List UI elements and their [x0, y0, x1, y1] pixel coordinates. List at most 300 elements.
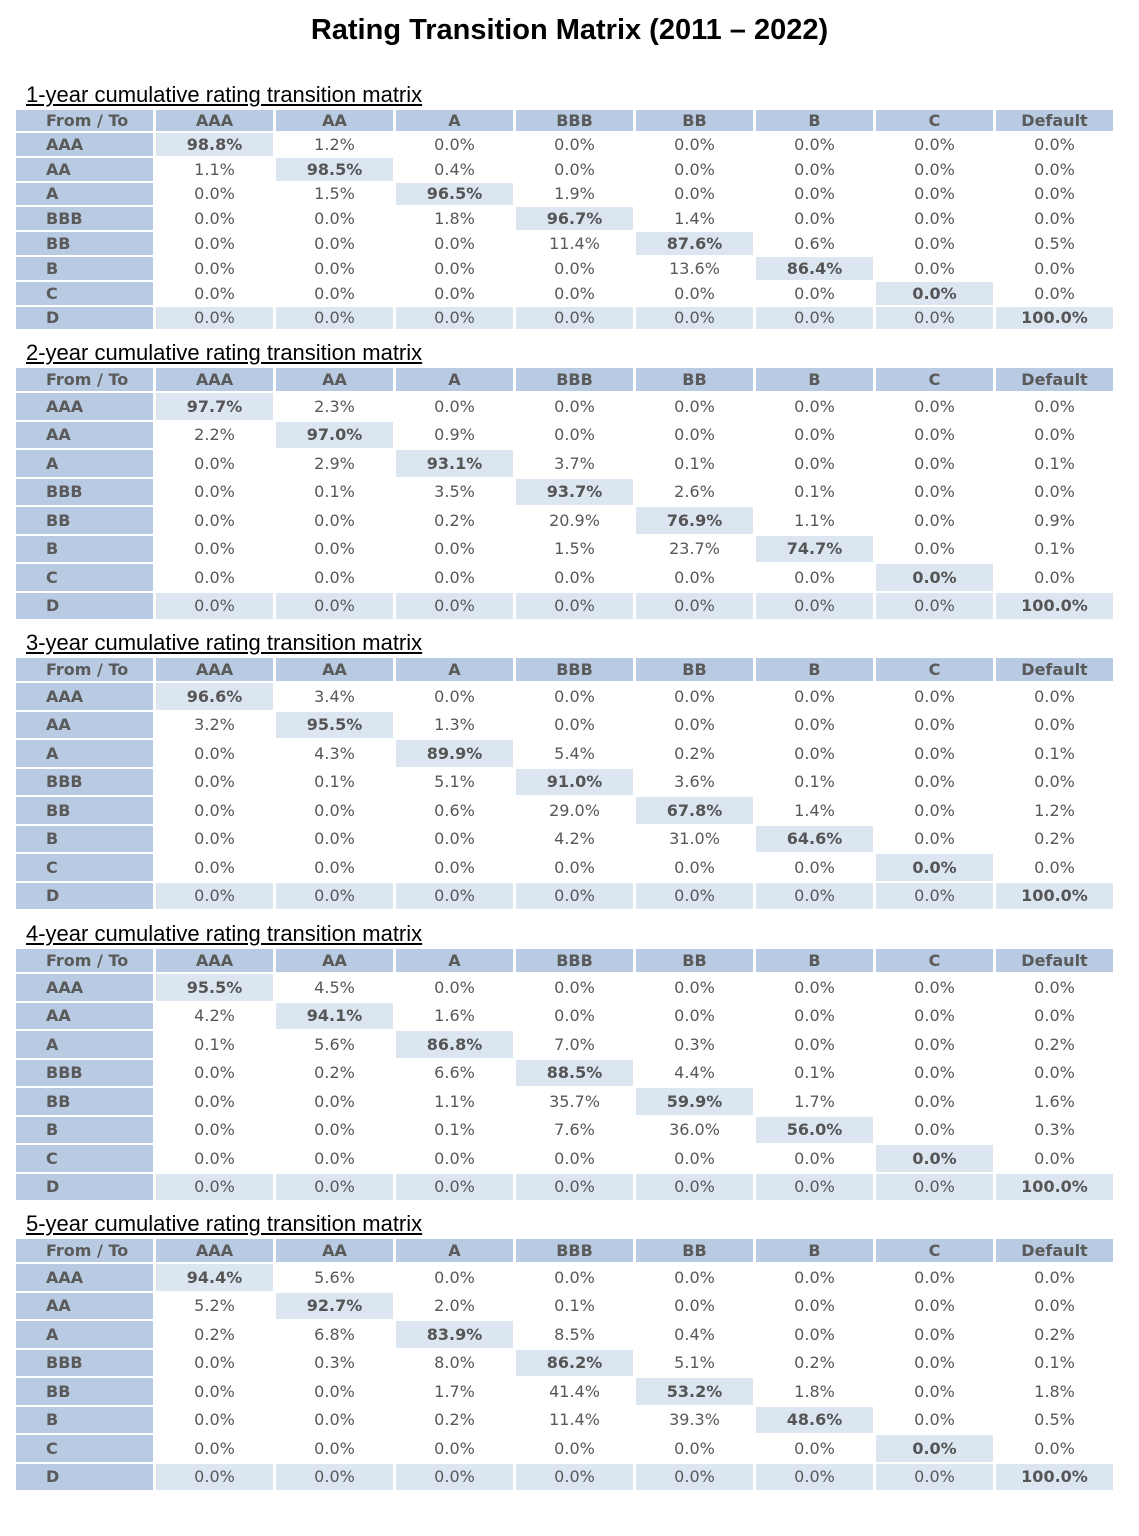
table-cell: 0.0%: [194, 482, 235, 502]
row-header: C: [16, 564, 153, 591]
table-cell: 93.1%: [396, 450, 513, 477]
table-cell: 0.0%: [756, 593, 873, 620]
column-header: A: [396, 368, 513, 391]
matrix-section: [16, 340, 1118, 621]
table-cell: 0.0%: [554, 134, 595, 154]
table-cell: 0.0%: [276, 307, 393, 330]
table-cell: 0.1%: [434, 1120, 475, 1140]
table-cell: 0.0%: [396, 1464, 513, 1491]
table-cell: 0.0%: [794, 567, 835, 587]
table-cell: 3.4%: [314, 686, 355, 706]
row-header: B: [16, 257, 153, 280]
table-cell: 0.0%: [914, 510, 955, 530]
table-cell: 0.1%: [794, 482, 835, 502]
table-cell: 0.0%: [876, 593, 993, 620]
table-cell: 5.6%: [314, 1267, 355, 1287]
table-cell: 0.0%: [914, 184, 955, 204]
table-cell: 0.0%: [554, 159, 595, 179]
table-cell: 0.0%: [636, 1174, 753, 1201]
table-cell: 56.0%: [756, 1117, 873, 1144]
column-header: C: [876, 949, 993, 972]
header-corner: From / To: [16, 110, 153, 131]
column-header: B: [756, 368, 873, 391]
table-cell: 0.0%: [674, 425, 715, 445]
table-cell: 4.5%: [314, 977, 355, 997]
table-cell: 0.0%: [794, 134, 835, 154]
table-cell: 0.4%: [674, 1324, 715, 1344]
table-cell: 0.0%: [636, 1464, 753, 1491]
table-cell: 0.0%: [554, 715, 595, 735]
table-cell: 0.0%: [674, 159, 715, 179]
table-cell: 0.0%: [1034, 184, 1075, 204]
table-row: [16, 826, 1113, 853]
column-header: AAA: [156, 949, 273, 972]
table-cell: 0.2%: [1034, 1324, 1075, 1344]
table-row: [16, 422, 1113, 449]
table-cell: 4.4%: [674, 1063, 715, 1083]
table-cell: 98.5%: [276, 158, 393, 181]
table-cell: 96.7%: [516, 207, 633, 230]
table-cell: 0.0%: [914, 772, 955, 792]
table-cell: 0.0%: [314, 234, 355, 254]
row-header: AA: [16, 158, 153, 181]
table-row: [16, 1407, 1113, 1434]
table-cell: 0.0%: [434, 1267, 475, 1287]
row-header: BB: [16, 507, 153, 534]
matrix-title: 2-year cumulative rating transition matrix: [26, 340, 423, 365]
table-cell: 87.6%: [636, 232, 753, 255]
table-cell: 0.0%: [396, 593, 513, 620]
table-cell: 0.0%: [914, 743, 955, 763]
row-header: C: [16, 1145, 153, 1172]
table-cell: 0.0%: [314, 1381, 355, 1401]
row-header: AAA: [16, 683, 153, 710]
table-cell: 96.6%: [156, 683, 273, 710]
table-cell: 0.0%: [194, 829, 235, 849]
table-cell: 5.4%: [554, 743, 595, 763]
row-header: A: [16, 740, 153, 767]
row-header: C: [16, 282, 153, 305]
table-cell: 0.0%: [794, 686, 835, 706]
table-cell: 5.6%: [314, 1034, 355, 1054]
table-cell: 2.0%: [434, 1296, 475, 1316]
column-header: AAA: [156, 368, 273, 391]
table-cell: 0.0%: [194, 283, 235, 303]
table-cell: 100.0%: [996, 307, 1113, 330]
row-header: A: [16, 183, 153, 206]
column-header: BB: [636, 1239, 753, 1262]
table-cell: 0.1%: [1034, 453, 1075, 473]
table-row: [16, 769, 1113, 796]
table-cell: 0.0%: [674, 857, 715, 877]
table-cell: 0.0%: [636, 883, 753, 910]
matrix-title: 5-year cumulative rating transition matrix: [26, 1211, 423, 1236]
table-cell: 0.0%: [554, 1006, 595, 1026]
table-cell: 0.0%: [914, 159, 955, 179]
column-header: B: [756, 949, 873, 972]
table-cell: 0.0%: [674, 184, 715, 204]
table-cell: 0.0%: [1034, 977, 1075, 997]
column-header: Default: [996, 658, 1113, 681]
column-header: BB: [636, 368, 753, 391]
row-header: D: [16, 1174, 153, 1201]
table-cell: 76.9%: [636, 507, 753, 534]
table-cell: 0.0%: [876, 854, 993, 881]
table-row: [16, 1117, 1113, 1144]
table-cell: 0.0%: [914, 134, 955, 154]
table-cell: 0.0%: [434, 283, 475, 303]
table-cell: 0.0%: [1034, 209, 1075, 229]
table-cell: 96.5%: [396, 183, 513, 206]
table-row: [16, 1060, 1113, 1087]
row-header: B: [16, 536, 153, 563]
row-header: BBB: [16, 207, 153, 230]
table-cell: 1.9%: [554, 184, 595, 204]
table-cell: 0.0%: [396, 1174, 513, 1201]
table-cell: 0.0%: [914, 539, 955, 559]
table-cell: 0.0%: [914, 1381, 955, 1401]
table-cell: 0.0%: [1034, 396, 1075, 416]
row-header: BBB: [16, 1350, 153, 1377]
column-header: Default: [996, 368, 1113, 391]
table-cell: 6.6%: [434, 1063, 475, 1083]
row-header: D: [16, 593, 153, 620]
column-header: A: [396, 949, 513, 972]
table-cell: 0.0%: [396, 883, 513, 910]
table-cell: 0.0%: [194, 1148, 235, 1168]
table-cell: 2.2%: [194, 425, 235, 445]
table-cell: 0.0%: [554, 857, 595, 877]
table-cell: 0.3%: [1034, 1120, 1075, 1140]
table-cell: 0.0%: [156, 1464, 273, 1491]
row-header: BB: [16, 1088, 153, 1115]
table-cell: 0.1%: [674, 453, 715, 473]
table-cell: 0.0%: [554, 1148, 595, 1168]
row-header: BBB: [16, 1060, 153, 1087]
table-row: [16, 883, 1113, 910]
table-cell: 0.0%: [434, 396, 475, 416]
table-cell: 0.0%: [914, 1063, 955, 1083]
table-cell: 0.0%: [914, 209, 955, 229]
table-cell: 0.0%: [314, 283, 355, 303]
table-cell: 1.7%: [434, 1381, 475, 1401]
table-cell: 0.0%: [1034, 857, 1075, 877]
table-cell: 1.1%: [434, 1091, 475, 1111]
table-cell: 0.0%: [1034, 1267, 1075, 1287]
table-cell: 0.0%: [1034, 482, 1075, 502]
table-cell: 7.6%: [554, 1120, 595, 1140]
table-cell: 0.0%: [794, 159, 835, 179]
table-cell: 3.6%: [674, 772, 715, 792]
column-header: BBB: [516, 110, 633, 131]
table-cell: 0.0%: [194, 234, 235, 254]
row-header: AA: [16, 1003, 153, 1030]
table-cell: 0.0%: [794, 425, 835, 445]
column-header: C: [876, 110, 993, 131]
table-cell: 0.0%: [876, 282, 993, 305]
table-row: [16, 974, 1113, 1001]
table-cell: 0.0%: [194, 567, 235, 587]
table-cell: 86.8%: [396, 1031, 513, 1058]
row-header: BB: [16, 1378, 153, 1405]
table-cell: 0.2%: [434, 510, 475, 530]
table-cell: 0.0%: [756, 883, 873, 910]
column-header: AAA: [156, 1239, 273, 1262]
table-cell: 0.0%: [276, 593, 393, 620]
table-cell: 59.9%: [636, 1088, 753, 1115]
table-cell: 1.2%: [314, 134, 355, 154]
table-cell: 0.0%: [794, 209, 835, 229]
table-cell: 100.0%: [996, 1464, 1113, 1491]
table-cell: 0.0%: [794, 1034, 835, 1054]
table-cell: 0.0%: [914, 482, 955, 502]
table-cell: 0.0%: [194, 209, 235, 229]
table-cell: 1.4%: [794, 800, 835, 820]
column-header: B: [756, 110, 873, 131]
table-cell: 39.3%: [669, 1410, 720, 1430]
table-cell: 0.0%: [914, 1120, 955, 1140]
table-cell: 0.0%: [194, 539, 235, 559]
table-cell: 0.0%: [434, 977, 475, 997]
table-cell: 0.0%: [554, 258, 595, 278]
table-cell: 0.0%: [1034, 159, 1075, 179]
column-header: AAA: [156, 110, 273, 131]
table-cell: 0.0%: [434, 134, 475, 154]
column-header: AA: [276, 658, 393, 681]
table-cell: 0.0%: [794, 184, 835, 204]
table-cell: 0.0%: [194, 510, 235, 530]
header-corner: From / To: [16, 949, 153, 972]
table-cell: 0.0%: [434, 857, 475, 877]
table-row: [16, 307, 1113, 330]
table-cell: 0.0%: [914, 977, 955, 997]
table-row: [16, 257, 1113, 280]
table-cell: 8.0%: [434, 1353, 475, 1373]
table-cell: 91.0%: [516, 769, 633, 796]
table-cell: 0.0%: [194, 857, 235, 877]
table-row: [16, 1321, 1113, 1348]
table-cell: 0.0%: [194, 1120, 235, 1140]
table-row: [16, 536, 1113, 563]
table-row: [16, 183, 1113, 206]
table-cell: 0.0%: [554, 396, 595, 416]
table-cell: 0.0%: [276, 1174, 393, 1201]
table-row: [16, 564, 1113, 591]
table-cell: 0.0%: [434, 258, 475, 278]
column-header: A: [396, 658, 513, 681]
table-cell: 0.0%: [314, 510, 355, 530]
column-header: B: [756, 1239, 873, 1262]
row-header: AA: [16, 712, 153, 739]
row-header: AAA: [16, 133, 153, 156]
table-cell: 0.0%: [794, 977, 835, 997]
table-row: [16, 232, 1113, 255]
table-cell: 0.0%: [194, 1063, 235, 1083]
table-cell: 0.0%: [794, 857, 835, 877]
transition-table: [13, 366, 1116, 621]
table-cell: 98.8%: [156, 133, 273, 156]
table-cell: 1.8%: [1034, 1381, 1075, 1401]
table-cell: 74.7%: [756, 536, 873, 563]
table-cell: 0.0%: [914, 1353, 955, 1373]
table-cell: 100.0%: [996, 1174, 1113, 1201]
row-header: AAA: [16, 393, 153, 420]
table-cell: 0.0%: [1034, 1006, 1075, 1026]
table-cell: 0.1%: [314, 482, 355, 502]
table-cell: 0.1%: [1034, 743, 1075, 763]
table-cell: 0.0%: [516, 593, 633, 620]
table-cell: 0.1%: [794, 772, 835, 792]
table-row: [16, 797, 1113, 824]
table-cell: 5.1%: [434, 772, 475, 792]
table-cell: 0.0%: [314, 1410, 355, 1430]
table-cell: 0.0%: [194, 1438, 235, 1458]
table-row: [16, 282, 1113, 305]
table-cell: 0.0%: [194, 743, 235, 763]
table-cell: 94.1%: [276, 1003, 393, 1030]
table-cell: 6.8%: [314, 1324, 355, 1344]
column-header: AA: [276, 368, 393, 391]
table-cell: 0.6%: [794, 234, 835, 254]
table-cell: 0.0%: [434, 1148, 475, 1168]
table-cell: 0.0%: [794, 1006, 835, 1026]
table-cell: 0.0%: [156, 1174, 273, 1201]
table-cell: 3.7%: [554, 453, 595, 473]
row-header: A: [16, 1321, 153, 1348]
table-cell: 0.0%: [1034, 1148, 1075, 1168]
table-cell: 0.9%: [1034, 510, 1075, 530]
table-row: [16, 1464, 1113, 1491]
table-cell: 0.0%: [636, 307, 753, 330]
table-cell: 0.0%: [756, 1174, 873, 1201]
table-cell: 0.0%: [1034, 1296, 1075, 1316]
table-cell: 1.3%: [434, 715, 475, 735]
table-cell: 13.6%: [669, 258, 720, 278]
table-cell: 0.0%: [194, 1410, 235, 1430]
table-cell: 0.5%: [1034, 1410, 1075, 1430]
table-cell: 0.4%: [434, 159, 475, 179]
table-cell: 95.5%: [156, 974, 273, 1001]
row-header: BBB: [16, 479, 153, 506]
table-cell: 0.0%: [794, 1148, 835, 1168]
table-cell: 0.3%: [674, 1034, 715, 1054]
table-cell: 0.2%: [1034, 829, 1075, 849]
table-cell: 3.5%: [434, 482, 475, 502]
table-cell: 0.0%: [1034, 772, 1075, 792]
table-cell: 0.0%: [674, 1148, 715, 1168]
table-cell: 0.0%: [156, 307, 273, 330]
table-cell: 0.0%: [914, 453, 955, 473]
table-cell: 89.9%: [396, 740, 513, 767]
table-cell: 0.1%: [554, 1296, 595, 1316]
table-cell: 0.0%: [516, 883, 633, 910]
row-header: BBB: [16, 769, 153, 796]
table-cell: 0.0%: [1034, 283, 1075, 303]
table-row: [16, 507, 1113, 534]
table-cell: 2.9%: [314, 453, 355, 473]
table-cell: 1.1%: [194, 159, 235, 179]
table-cell: 0.1%: [1034, 1353, 1075, 1373]
table-cell: 97.7%: [156, 393, 273, 420]
header-corner: From / To: [16, 658, 153, 681]
column-header: AA: [276, 949, 393, 972]
table-cell: 0.0%: [434, 567, 475, 587]
table-cell: 4.2%: [194, 1006, 235, 1026]
column-header: BB: [636, 658, 753, 681]
table-row: [16, 479, 1113, 506]
table-cell: 5.1%: [674, 1353, 715, 1373]
column-header: BBB: [516, 368, 633, 391]
table-row: [16, 1003, 1113, 1030]
table-cell: 0.0%: [314, 567, 355, 587]
table-cell: 1.2%: [1034, 800, 1075, 820]
table-cell: 0.0%: [194, 1353, 235, 1373]
table-cell: 0.0%: [194, 772, 235, 792]
transition-table: [13, 108, 1116, 331]
table-cell: 0.0%: [914, 715, 955, 735]
table-cell: 0.0%: [794, 1324, 835, 1344]
table-cell: 0.0%: [1034, 258, 1075, 278]
table-cell: 0.0%: [876, 883, 993, 910]
table-cell: 0.2%: [434, 1410, 475, 1430]
table-cell: 0.0%: [674, 715, 715, 735]
table-cell: 0.0%: [756, 1464, 873, 1491]
table-cell: 0.0%: [194, 184, 235, 204]
table-cell: 0.0%: [914, 425, 955, 445]
matrix-title: 1-year cumulative rating transition matrix: [26, 82, 423, 107]
table-cell: 0.0%: [794, 1438, 835, 1458]
table-cell: 0.0%: [794, 715, 835, 735]
table-cell: 1.5%: [554, 539, 595, 559]
table-row: [16, 1293, 1113, 1320]
row-header: C: [16, 854, 153, 881]
column-header: BBB: [516, 658, 633, 681]
table-cell: 0.0%: [314, 800, 355, 820]
table-cell: 11.4%: [549, 234, 600, 254]
table-cell: 0.0%: [1034, 1063, 1075, 1083]
table-cell: 0.0%: [1034, 715, 1075, 735]
table-cell: 0.0%: [876, 307, 993, 330]
table-row: [16, 1350, 1113, 1377]
table-cell: 36.0%: [669, 1120, 720, 1140]
row-header: A: [16, 450, 153, 477]
transition-table: [13, 947, 1116, 1202]
table-cell: 0.0%: [434, 539, 475, 559]
table-cell: 0.0%: [794, 1267, 835, 1287]
table-cell: 0.0%: [314, 1120, 355, 1140]
table-cell: 0.0%: [516, 307, 633, 330]
column-header: C: [876, 1239, 993, 1262]
table-cell: 0.0%: [674, 1006, 715, 1026]
matrix-section: [16, 1211, 1118, 1492]
table-cell: 0.0%: [914, 1296, 955, 1316]
table-cell: 2.3%: [314, 396, 355, 416]
table-cell: 0.0%: [156, 883, 273, 910]
table-row: [16, 133, 1113, 156]
table-cell: 0.0%: [1034, 1438, 1075, 1458]
row-header: AAA: [16, 1264, 153, 1291]
table-row: [16, 1378, 1113, 1405]
table-cell: 0.2%: [794, 1353, 835, 1373]
matrix-section: [16, 921, 1118, 1202]
column-header: AAA: [156, 658, 273, 681]
table-cell: 0.2%: [314, 1063, 355, 1083]
table-cell: 0.0%: [434, 829, 475, 849]
table-cell: 8.5%: [554, 1324, 595, 1344]
transition-table: [13, 1237, 1116, 1492]
table-row: [16, 1145, 1113, 1172]
table-cell: 0.0%: [516, 1464, 633, 1491]
